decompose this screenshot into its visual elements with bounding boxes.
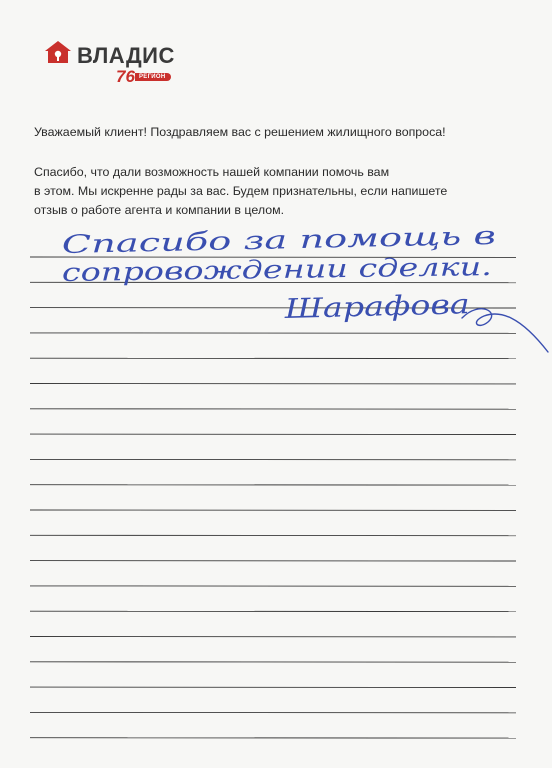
logo-brand-name: ВЛАДИС xyxy=(77,43,175,68)
logo-region-label: РЕГИОН xyxy=(135,73,171,81)
signature-flourish xyxy=(462,309,548,352)
logo-region-number: 76 xyxy=(116,67,135,86)
signature xyxy=(283,289,548,352)
handwritten-line-1: Спасибо за помощь в xyxy=(61,224,346,259)
request-text-line-1: Спасибо, что дали возможность нашей компании помочь вам xyxy=(34,165,390,179)
request-text-line-2: в этом. Мы искренне рады за вас. Будем признательны, если напишете xyxy=(34,184,448,198)
request-text-line-3: отзыв о работе агента и компании в целом. xyxy=(34,203,285,217)
signature-text: Шарафова xyxy=(284,290,435,325)
greeting-text: Уважаемый клиент! Поздравляем вас с решением жилищного вопроса! xyxy=(34,125,446,139)
handwritten-line-2: сопровождении сделки. xyxy=(61,253,384,287)
